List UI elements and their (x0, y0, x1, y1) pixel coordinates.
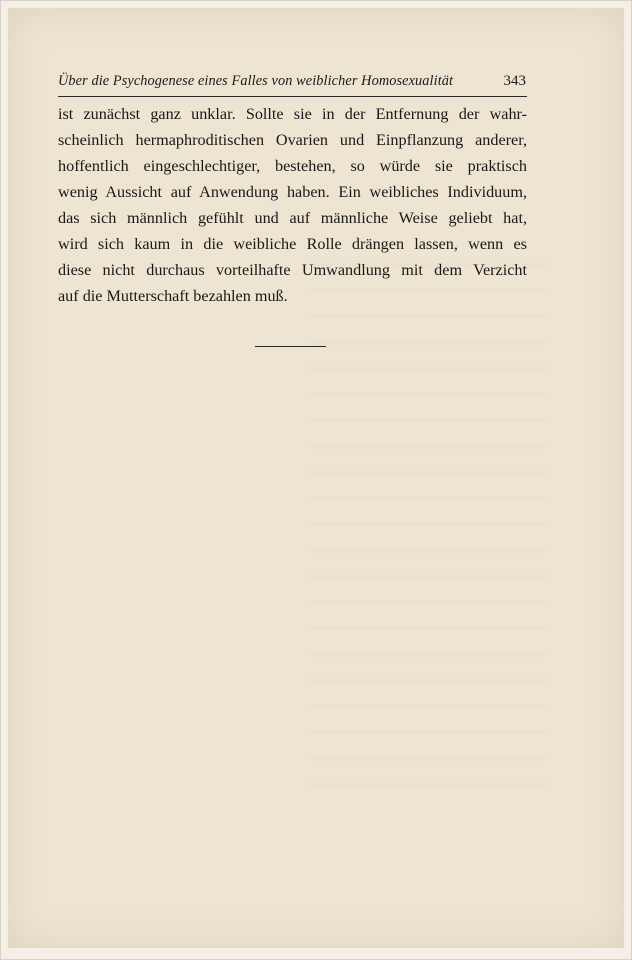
page-header (58, 73, 526, 95)
text-line: wenig Aussicht auf Anwendung haben. Ein weibliches Individuum, (58, 183, 527, 201)
header-rule (58, 96, 527, 97)
text-line: diese nicht durchaus vorteilhafte Umwandlung mit dem Verzicht (58, 261, 527, 279)
text-line: wird sich kaum in die weibliche Rolle drängen lassen, wenn es (58, 235, 527, 253)
text-line: scheinlich hermaphroditischen Ovarien und Einpflanzung anderer, (58, 131, 527, 149)
text-line: hoffentlich eingeschlechtiger, bestehen, so würde sie praktisch (58, 157, 527, 175)
text-line: das sich männlich gefühlt und auf männliche Weise geliebt hat, (58, 209, 527, 227)
bleed-through-texture (308, 248, 548, 808)
running-title: Über die Psychogenese eines Falles von weiblicher Homosexualität (58, 73, 454, 89)
page-number: 343 (503, 73, 526, 89)
section-end-rule (255, 346, 326, 347)
text-line: auf die Mutterschaft bezahlen muß. (58, 287, 288, 305)
text-line: ist zunächst ganz unklar. Sollte sie in der Entfernung der wahr- (58, 105, 527, 123)
body-paragraph (58, 101, 527, 309)
